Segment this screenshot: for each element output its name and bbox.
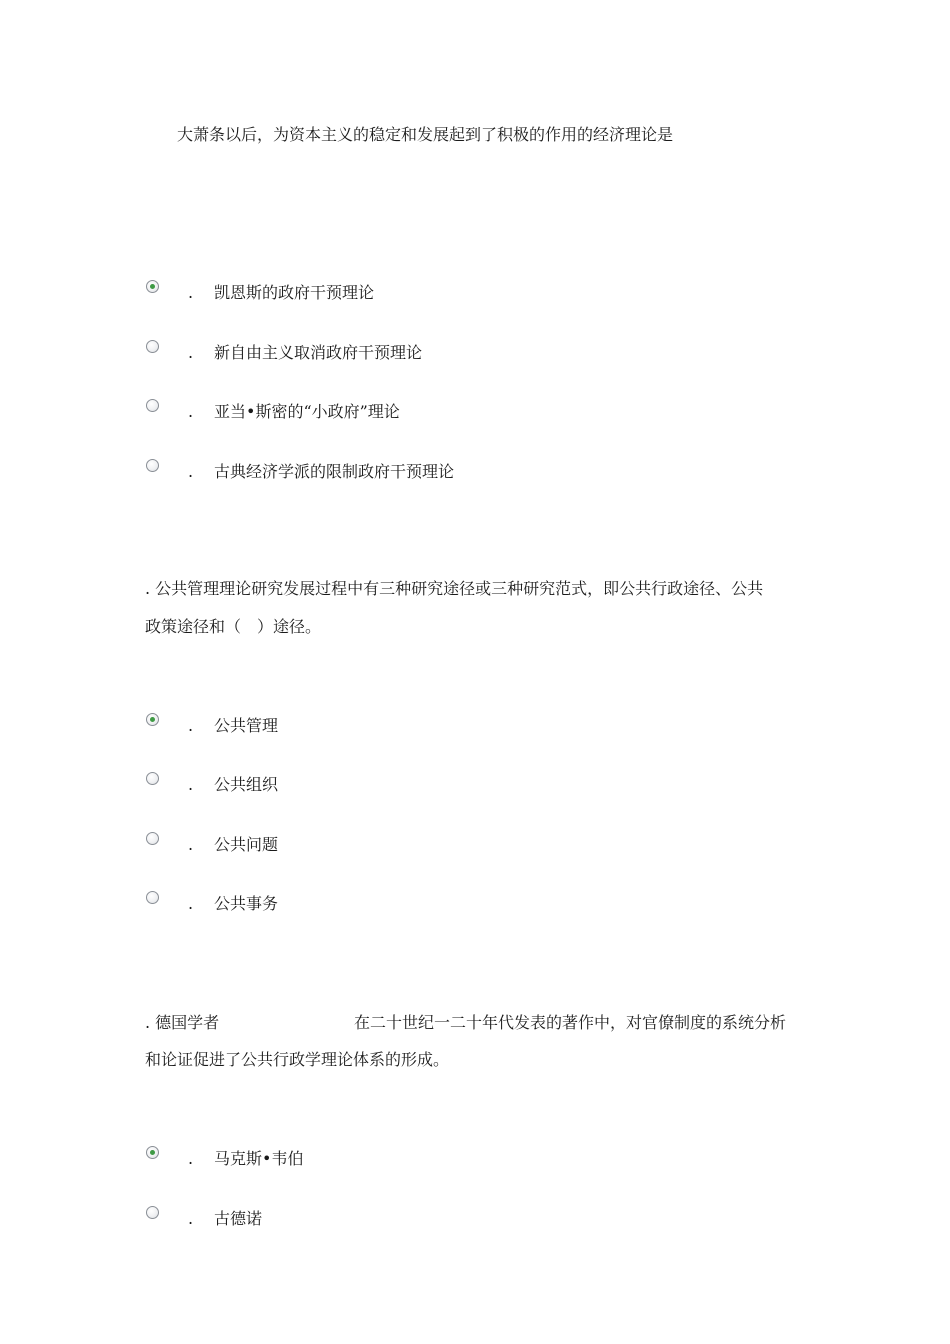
question-1-option-2-radio[interactable] [146, 340, 159, 353]
question-3-text-prefix: . 德国学者 [145, 1013, 220, 1032]
question-1-text: 大萧条以后，为资本主义的稳定和发展起到了积极的作用的经济理论是 [177, 125, 674, 144]
option-marker: . [188, 775, 194, 794]
option-marker: . [188, 402, 194, 421]
question-3-option-2-label[interactable]: 古德诺 [214, 1209, 263, 1228]
question-2-option-3-radio[interactable] [146, 832, 159, 845]
question-1-option-1-radio[interactable] [146, 280, 159, 293]
question-2-option-2-radio[interactable] [146, 772, 159, 785]
option-marker: . [188, 462, 194, 481]
question-1-option-3-label[interactable]: 亚当•斯密的“小政府”理论 [214, 402, 400, 421]
question-2-text-line-2: 政策途径和（ ）途径。 [145, 617, 322, 636]
option-marker: . [188, 1209, 194, 1228]
question-2-option-3-label[interactable]: 公共问题 [214, 835, 279, 854]
question-3-option-2-radio[interactable] [146, 1206, 159, 1219]
option-marker: . [188, 283, 194, 302]
question-3-option-1-radio[interactable] [146, 1146, 159, 1159]
option-marker: . [188, 835, 194, 854]
question-1-option-4-label[interactable]: 古典经济学派的限制政府干预理论 [214, 462, 455, 481]
option-marker: . [188, 343, 194, 362]
option-marker: . [188, 894, 194, 913]
question-2-option-4-radio[interactable] [146, 891, 159, 904]
question-1-option-4-radio[interactable] [146, 459, 159, 472]
question-2-text-line-1: . 公共管理理论研究发展过程中有三种研究途径或三种研究范式，即公共行政途径、公共 [145, 579, 764, 598]
question-2-option-2-label[interactable]: 公共组织 [214, 775, 279, 794]
question-2-option-1-label[interactable]: 公共管理 [214, 716, 279, 735]
question-1-option-3-radio[interactable] [146, 399, 159, 412]
question-1-option-2-label[interactable]: 新自由主义取消政府干预理论 [214, 343, 423, 362]
question-3-option-1-label[interactable]: 马克斯•韦伯 [214, 1149, 304, 1168]
question-3-text-line-2: 和论证促进了公共行政学理论体系的形成。 [145, 1050, 450, 1069]
question-3-text-line-1: 在二十世纪一二十年代发表的著作中，对官僚制度的系统分析 [354, 1013, 787, 1032]
question-2-option-1-radio[interactable] [146, 713, 159, 726]
question-1-option-1-label[interactable]: 凯恩斯的政府干预理论 [214, 283, 375, 302]
question-2-option-4-label[interactable]: 公共事务 [214, 894, 279, 913]
option-marker: . [188, 1149, 194, 1168]
option-marker: . [188, 716, 194, 735]
